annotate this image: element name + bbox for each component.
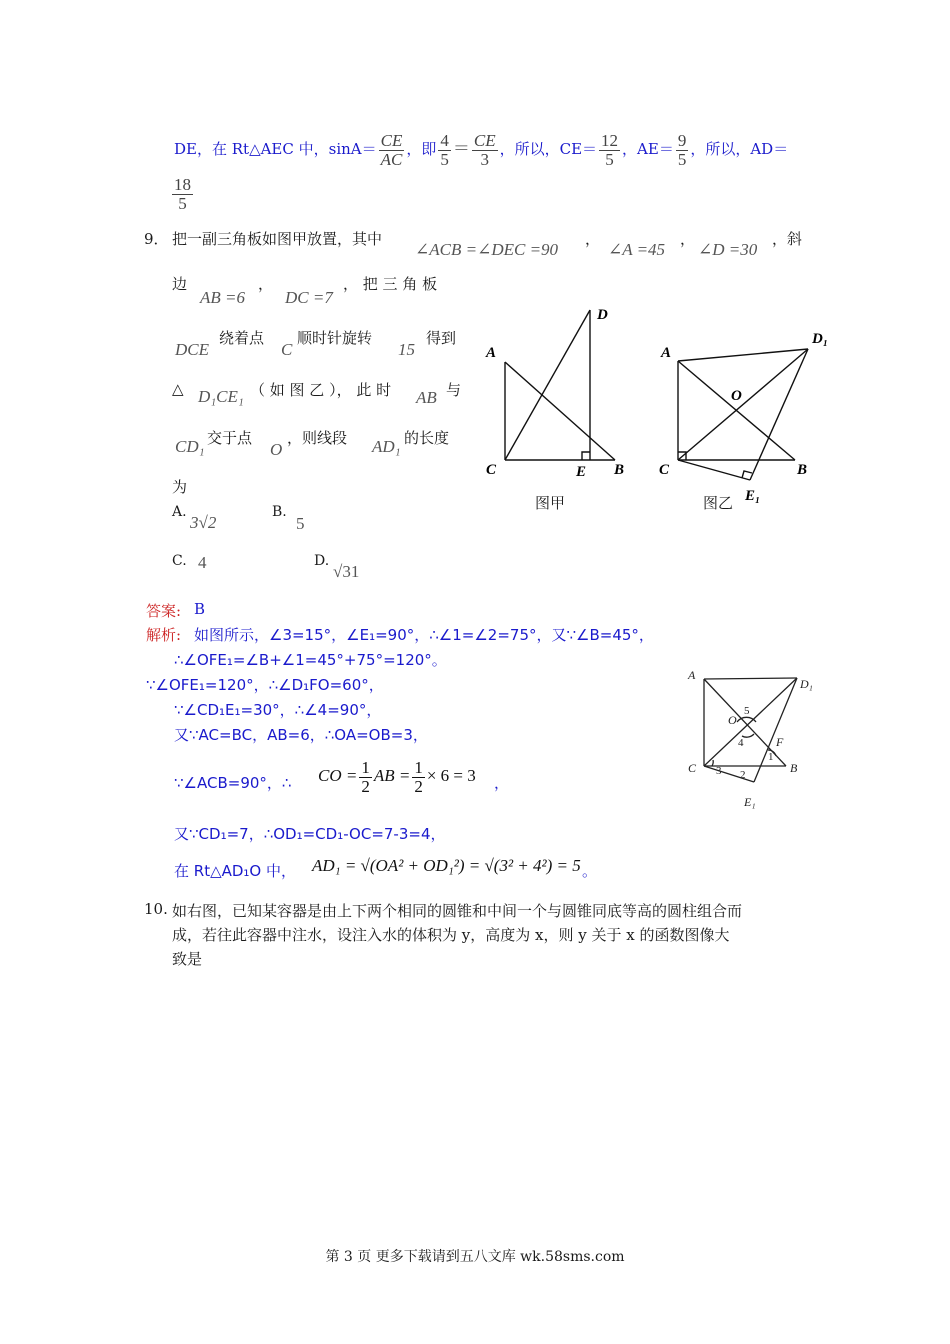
q9-ab-value: AB =6 xyxy=(200,288,245,307)
fig2-label-a: A xyxy=(661,345,672,361)
fig1-line-cd xyxy=(505,310,590,460)
q9-angle-d: ∠D =30 xyxy=(698,240,758,259)
q9-cd1: CD₁ xyxy=(175,437,205,456)
q9-ad1: AD₁ xyxy=(372,437,401,456)
q10-line-2: 成，若往此容器中注水，设注入水的体积为 y，高度为 x，则 y 关于 x 的函数图像大 xyxy=(172,926,730,944)
q9-triangle-d1ce1: D₁CE₁ xyxy=(198,387,244,406)
fig1-label-c: C xyxy=(486,462,497,478)
fraction-12-5: $\frac{12}{5}$ xyxy=(601,130,619,169)
fig3-label-e1: E₁ xyxy=(744,795,756,809)
fig3-arc-5 xyxy=(737,717,756,722)
fig3-line-cd1 xyxy=(704,678,797,766)
q9-option-b-label: B. xyxy=(272,504,287,520)
figure-jia xyxy=(480,300,640,500)
q9-angle-a: ∠A =45 xyxy=(608,240,666,259)
fig3-line-ad1 xyxy=(704,678,797,679)
fig3-label-b: B xyxy=(790,761,798,775)
fraction-ce-ac: $\frac{CE}{AC}$ xyxy=(380,130,403,169)
fig3-line-ce1 xyxy=(704,766,754,782)
fraction-4-5: $\frac{4}{5}$ xyxy=(440,130,449,169)
fig2-label-b: B xyxy=(797,462,808,478)
fraction-18-5: $\frac{18}{5}$ xyxy=(174,175,191,213)
analysis-line-2: ∴∠OFE₁=∠B+∠1=45°+75°=120°。 xyxy=(174,651,447,669)
q9-option-c-label: C. xyxy=(172,553,187,569)
analysis-label: 解析: xyxy=(146,626,182,644)
fig2-line-ce1 xyxy=(678,460,750,480)
q9-option-a-value: 3√2 xyxy=(190,513,217,532)
q9-option-c-value: 4 xyxy=(198,553,207,572)
q9-option-d-label: D. xyxy=(314,553,330,569)
analysis-line-6-start: ∵∠ACB=90°，∴ xyxy=(174,774,292,792)
analysis-line-7: 又∵CD₁=7，∴OD₁=CD₁-OC=7-3=4， xyxy=(174,825,446,843)
analysis-line-1: 如图所示，∠3=15°，∠E₁=90°，∴∠1=∠2=75°，又∵∠B=45°， xyxy=(194,626,654,644)
fig2-label-d1: D₁ xyxy=(812,331,829,347)
q9-triangle-dce: DCE xyxy=(175,340,209,359)
fig3-label-f: F xyxy=(776,735,784,749)
fig3-label-o: O xyxy=(728,713,737,727)
fig2-label-c: C xyxy=(659,462,670,478)
question-9-number: 9． xyxy=(144,230,169,248)
analysis-line-8-start: 在 Rt△AD₁O 中， xyxy=(174,862,297,880)
fig3-label-4: 4 xyxy=(738,737,744,749)
top-lead: DE，在 Rt△AEC 中，sinA＝ xyxy=(174,140,377,158)
q10-line-3: 致是 xyxy=(172,950,203,968)
fig1-label-d: D xyxy=(597,307,608,323)
analysis-ad1-formula: AD₁ = √(OA² + OD₁²) = √(3² + 4²) = 5 xyxy=(312,856,581,875)
fraction-9-5: $\frac{9}{5}$ xyxy=(677,130,687,169)
q9-angle-acb-dec: ∠ACB =∠DEC =90 xyxy=(415,240,559,259)
fig3-label-d1: D₁ xyxy=(800,677,813,691)
page-footer: 第 3 页 更多下载请到五八文库 wk.58sms.com xyxy=(325,1249,625,1265)
fig3-label-c: C xyxy=(688,761,697,775)
q9-line1-text: 把一副三角板如图甲放置，其中 xyxy=(172,230,383,248)
analysis-line-5: 又∵AC=BC，AB=6，∴OA=OB=3， xyxy=(174,726,428,744)
figure-jia-caption: 图甲 xyxy=(535,494,566,512)
fig2-line-ad1 xyxy=(678,349,808,361)
fig3-label-a: A xyxy=(688,668,696,682)
figure-yi xyxy=(655,325,835,510)
fig2-right-angle-e1 xyxy=(742,471,752,478)
figure-yi-caption: 图乙 xyxy=(703,494,734,512)
fig2-label-o: O xyxy=(731,388,742,404)
fig2-line-cd1 xyxy=(678,349,808,460)
question-10-number: 10. xyxy=(144,900,168,918)
top-solution-line: DE，在 Rt△AEC 中，sinA＝ $\frac{CE}{AC}$ ，即 $\frac{4}{5}$ ＝ $\frac{CE}{3}$ ，所以，CE＝ $\frac{12}{5}$ ，AE＝ $\frac{9}{5}$ ，所以，AD＝ xyxy=(174,130,789,169)
fig3-label-2: 2 xyxy=(740,769,746,781)
answer-value: B xyxy=(194,600,206,618)
fig3-label-1: 1 xyxy=(768,751,774,763)
fig1-line-ab xyxy=(505,362,615,460)
fig1-label-b: B xyxy=(614,462,625,478)
analysis-co-formula: CO = $\frac{1}{2}$ AB = $\frac{1}{2}$ × 6 = 3 xyxy=(318,757,476,796)
fig3-label-3: 3 xyxy=(716,765,722,777)
q9-rotation-angle: 15 xyxy=(398,340,415,359)
fig3-arc-3 xyxy=(712,760,713,766)
q9-option-a-label: A. xyxy=(172,504,187,520)
fig1-right-angle-mark xyxy=(582,452,590,460)
fig3-arc-4 xyxy=(742,734,754,737)
q9-option-d-value: √31 xyxy=(333,562,360,581)
figure-analysis xyxy=(682,664,832,814)
answer-label: 答案: xyxy=(146,602,182,620)
fig3-label-5: 5 xyxy=(744,705,750,717)
analysis-line-4: ∵∠CD₁E₁=30°，∴∠4=90°， xyxy=(174,701,382,719)
fig1-label-a: A xyxy=(486,345,497,361)
fig1-label-e: E xyxy=(576,464,587,480)
q10-line-1: 如右图，已知某容器是由上下两个相同的圆锥和中间一个与圆锥同底等高的圆柱组合而 xyxy=(172,902,743,920)
fraction-ce-3: $\frac{CE}{3}$ xyxy=(473,130,496,169)
analysis-line-3: ∵∠OFE₁=120°，∴∠D₁FO=60°， xyxy=(146,676,384,694)
fig3-line-ab xyxy=(704,679,786,766)
fig2-label-e1: E₁ xyxy=(745,488,761,504)
q9-option-b-value: 5 xyxy=(296,514,305,533)
q9-dc-value: DC =7 xyxy=(285,288,333,307)
